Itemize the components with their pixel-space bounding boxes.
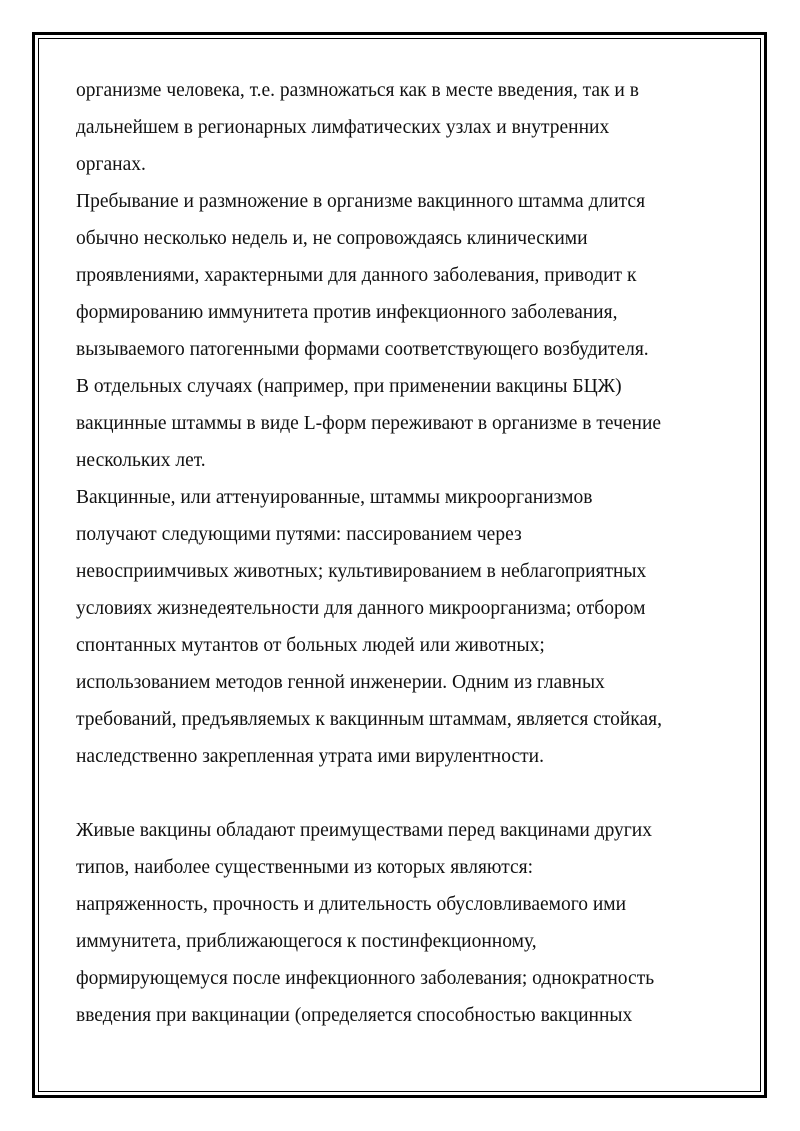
text-line: дальнейшем в регионарных лимфатических узлах и внутренних [76,117,610,138]
text-line: В отдельных случаях (например, при применении вакцины БЦЖ) [76,376,622,397]
text-line: органах. [76,154,146,175]
text-line: вызываемого патогенными формами соответствующего возбудителя. [76,339,649,360]
text-line: нескольких лет. [76,450,206,471]
text-line: наследственно закрепленная утрата ими вирулентности. [76,746,544,767]
paragraph-gap [76,775,736,812]
text-line: спонтанных мутантов от больных людей или животных; [76,635,545,656]
text-line: формирующемуся после инфекционного заболевания; однократность [76,968,655,989]
text-line: требований, предъявляемых к вакцинным штаммам, является стойкая, [76,709,662,730]
text-line: использованием методов генной инженерии. Одним из главных [76,672,605,693]
text-line: условиях жизнедеятельности для данного микроорганизма; отбором [76,598,646,619]
text-line: Вакцинные, или аттенуированные, штаммы микроорганизмов [76,487,593,508]
text-line: напряженность, прочность и длительность обусловливаемого ими [76,894,627,915]
text-line: введения при вакцинации (определяется способностью вакцинных [76,1005,633,1026]
text-line: иммунитета, приближающегося к постинфекционному, [76,931,537,952]
text-line: получают следующими путями: пассированием через [76,524,522,545]
text-line: организме человека, т.е. размножаться как в месте введения, так и в [76,80,639,101]
text-line: формированию иммунитета против инфекционного заболевания, [76,302,618,323]
text-line: невосприимчивых животных; культивированием в неблагоприятных [76,561,647,582]
text-line: проявлениями, характерными для данного заболевания, приводит к [76,265,637,286]
text-line: вакцинные штаммы в виде L-форм переживают в организме в течение [76,413,662,434]
text-line: Живые вакцины обладают преимуществами перед вакцинами других [76,820,652,841]
document-body [76,72,736,1034]
text-line: типов, наиболее существенными из которых являются: [76,857,534,878]
text-line: Пребывание и размножение в организме вакцинного штамма длится [76,191,646,212]
text-line: обычно несколько недель и, не сопровождаясь клиническими [76,228,588,249]
